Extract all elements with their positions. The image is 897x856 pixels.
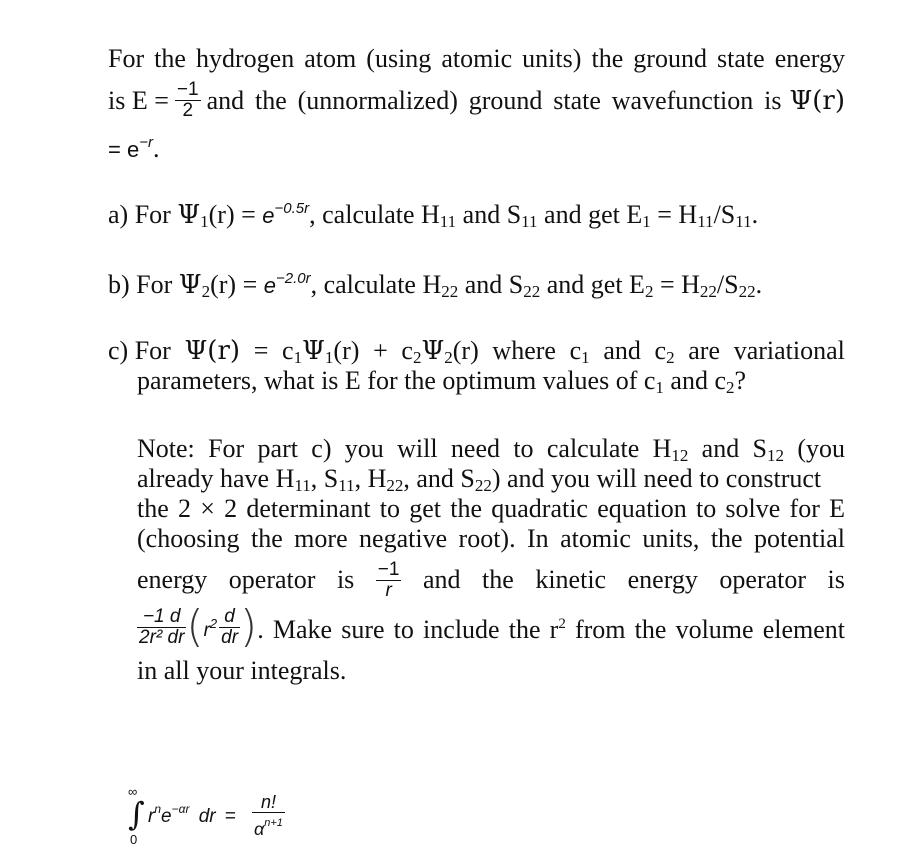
kinetic-inner-fraction: $\frac{d}{dr}$ xyxy=(221,605,239,648)
integral-formula xyxy=(122,784,382,850)
part-a: a) For $\Psi_1(r) = e^{-0.5r}$, calculate $H_{11}$ and $S_{11}$ and get $E_1 = H_{11}/S_{11}$. xyxy=(108,200,759,231)
energy-prefix: is E = xyxy=(108,85,169,115)
note-line-7: in all your integrals. xyxy=(137,656,347,685)
note-line-4: (choosing the more negative root). In atomic units, the potential xyxy=(137,524,845,553)
note-line-3: the 2 × 2 determinant to get the quadratic equation to solve for E xyxy=(137,494,845,523)
integral-lower-limit: 0 xyxy=(130,832,138,847)
note-line-6 xyxy=(137,601,845,652)
note-line-6-text: . Make sure to include the $r^2$ from the volume element xyxy=(257,615,845,644)
right-paren: ) xyxy=(240,601,258,652)
wf-end: . xyxy=(152,134,160,163)
note-line-2: already have $H_{11}$, $S_{11}$, $H_{22}$, and $S_{22}$) and you will need to construct xyxy=(137,464,822,495)
part-b: b) For $\Psi_2(r) = e^{-2.0r}$, calculate $H_{22}$ and $S_{22}$ and get $E_2 = H_{22}/S_{22}$. xyxy=(108,270,763,301)
potential-fraction: $\frac{-1}{r}$ xyxy=(377,558,400,601)
intro-line-2 xyxy=(108,80,845,121)
psi-r: Ψ(r) xyxy=(789,85,845,116)
part-c-line-1: c) For Ψ(r) = $c_1\Psi_1(r)$ + $c_2\Psi_2(r)$ where $c_1$ and $c_2$ are variational xyxy=(108,336,845,367)
wf-equals: = e xyxy=(108,137,140,162)
left-paren: ( xyxy=(186,601,204,652)
intro-text: and the (unnormalized) ground state wavefunction is xyxy=(206,85,782,115)
wavefunction-line xyxy=(108,128,845,165)
intro-line-1: For the hydrogen atom (using atomic units) the ground state energy xyxy=(108,44,845,73)
integral-result-fraction: $\frac{n!}{\alpha^{n+1}}$ xyxy=(254,792,283,839)
part-c-line-2: parameters, what is E for the optimum values of $c_1$ and $c_2$? xyxy=(137,366,747,397)
integral-sign: ∫ xyxy=(128,795,145,833)
integrand: $r^ne^{-\alpha r}$ dr = xyxy=(148,802,237,827)
wf-exponent: −r xyxy=(139,134,153,151)
kinetic-fraction: $\frac{-1 d}{\text{2r² dr}}$ xyxy=(139,605,185,648)
note-line-1: Note: For part c) you will need to calculate $H_{12}$ and $S_{12}$ (you xyxy=(137,434,845,465)
ke-r: $r^2$ xyxy=(203,615,218,641)
integral-upper-limit: ∞ xyxy=(128,784,138,799)
energy-fraction: $\frac{-1}{2}$ xyxy=(176,79,199,121)
note-line-5: energy operator is $\frac{-1}{r}$ and the kinetic energy operator is xyxy=(137,558,845,601)
